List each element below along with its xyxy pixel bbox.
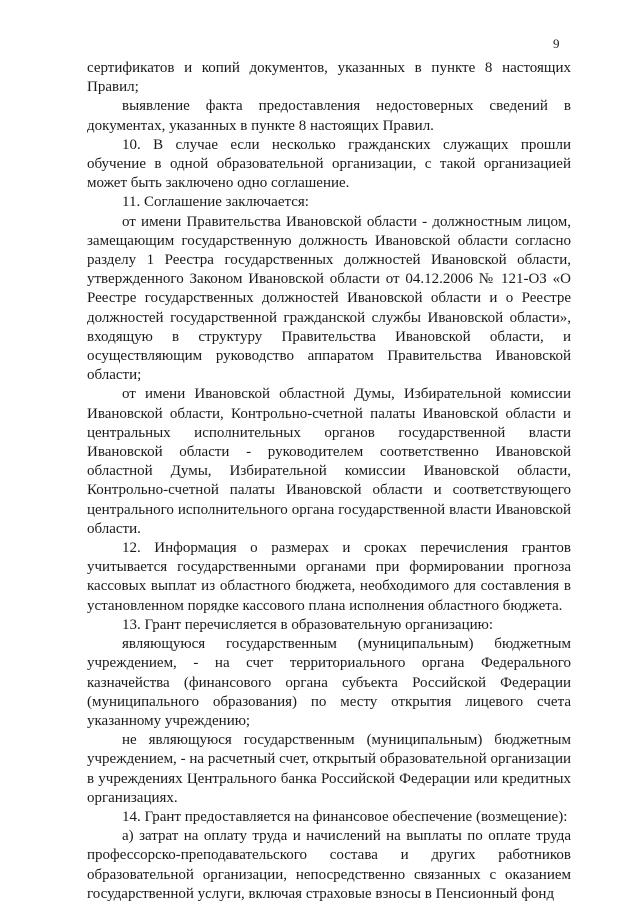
paragraph-11: 11. Соглашение заключается: [122,194,309,211]
paragraph-14: 14. Грант предоставляется на финансовое обеспечение (возмещение): [122,808,568,825]
document-body [87,59,571,904]
paragraph-12: 12. Информация о размерах и сроках перечисления грантов учитывается государственными органами при формировании прогноза кассовых выплат из областного бюджета, необходимого для составления в установленном порядке кассового плана исполнения областного бюджета. [87,540,571,614]
paragraph-11-government: от имени Правительства Ивановской области - должностным лицом, замещающим государственную должность Ивановской области согласно разделу 1 Реестра государственных должностей Ивановской области, утвержденного Законом Ивановской области от 04.12.2006 № 121-ОЗ «О Реестре государственных должностей Ивановской области и о Реестре должностей государственной гражданской службы Ивановской области», входящую в структуру Правительства Ивановской области, и осуществляющим руководство аппаратом Правительства Ивановской области; [87,213,571,384]
paragraph-13: 13. Грант перечисляется в образовательную организацию: [122,616,494,633]
paragraph-10: 10. В случае если несколько гражданских служащих прошли обучение в одной образовательной организации, с такой организацией может быть заключено одно соглашение. [87,136,571,192]
paragraph-13-non-budget-institution: не являющуюся государственным (муниципальным) бюджетным учреждением, - на расчетный счет, открытый образовательной организации в учреждениях Центрального банка Российской Федерации или кредитных организациях. [87,732,571,806]
paragraph-false-info: выявление факта предоставления недостоверных сведений в документах, указанных в пункте 8 настоящих Правил. [87,98,571,134]
paragraph-13-budget-institution: являющуюся государственным (муниципальным) бюджетным учреждением, - на счет территориального органа Федерального казначейства (финансового органа субъекта Российской Федерации (муниципального образования) по месту открытия лицевого счета указанному учреждению; [87,636,571,729]
page-number: 9 [553,36,560,51]
paragraph-11-duma: от имени Ивановской областной Думы, Избирательной комиссии Ивановской области, Контрольно-счетной палаты Ивановской области и центральных исполнительных органов государственной власти Ивановской области - руководителем соответственно Ивановской областной Думы, Избирательной комиссии Ивановской области, Контрольно-счетной палаты Ивановской области и соответствующего центрального исполнительного органа государственной власти Ивановской области. [87,386,571,537]
paragraph-continuation: сертификатов и копий документов, указанных в пункте 8 настоящих Правил; [87,60,571,96]
paragraph-14-a: а) затрат на оплату труда и начислений на выплаты по оплате труда профессорско-преподавательского состава и других работников образовательной организации, непосредственно связанных с оказанием государственной услуги, включая страховые взносы в Пенсионный фонд [87,828,571,902]
